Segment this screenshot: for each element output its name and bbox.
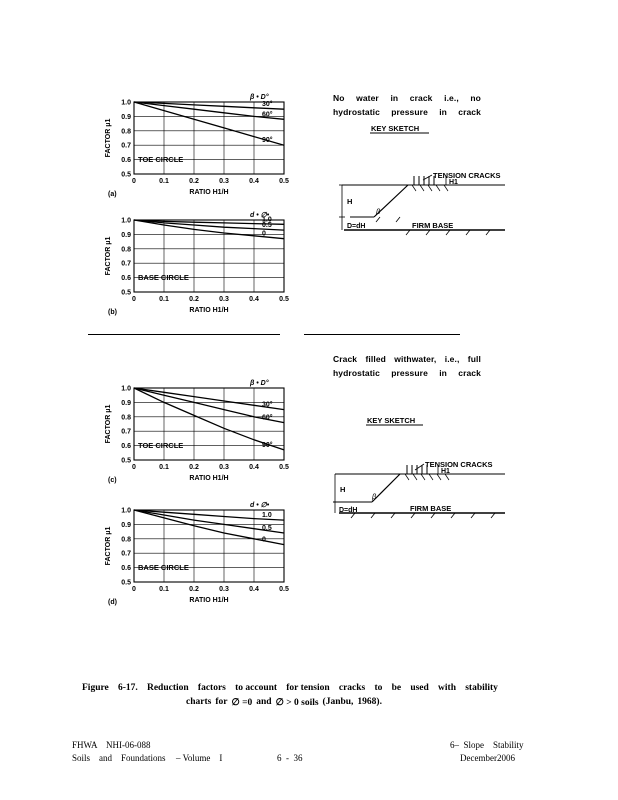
x-tick-label: 0.1 — [159, 586, 169, 593]
separator-rule — [304, 334, 460, 335]
series-label: 60° — [262, 414, 273, 422]
x-axis-label: RATIO H1/H — [189, 597, 229, 604]
note-word: No — [333, 93, 345, 103]
panel-label: (b) — [108, 309, 117, 316]
curve-type-label: BASE CIRCLE — [138, 563, 189, 572]
x-tick-label: 0.4 — [249, 586, 259, 593]
y-tick-label: 0.5 — [121, 289, 131, 297]
caption-word: stability — [465, 683, 498, 693]
series-label: 60° — [262, 111, 273, 119]
x-tick-label: 0.3 — [219, 464, 229, 471]
y-tick-label: 0.6 — [121, 565, 131, 573]
caption-word: factors — [197, 683, 226, 693]
note-word: pressure — [391, 107, 428, 117]
legend-title: d • ∅• — [250, 212, 270, 219]
panel-label: (d) — [108, 599, 117, 606]
caption-word: and — [256, 697, 272, 707]
chart-c — [100, 376, 300, 491]
y-tick-label: 0.5 — [121, 171, 131, 179]
y-tick-label: 0.5 — [121, 579, 131, 587]
panel-label: (a) — [108, 191, 117, 198]
figure-caption-line2 — [186, 697, 382, 708]
firm-base-label: FIRM BASE — [412, 221, 454, 230]
firm-base-label: FIRM BASE — [410, 504, 452, 513]
y-tick-label: 0.7 — [121, 428, 131, 436]
x-tick-label: 0.5 — [279, 464, 289, 471]
y-tick-label: 1.0 — [121, 217, 131, 225]
caption-word: used — [410, 683, 429, 693]
y-tick-label: 0.8 — [121, 128, 131, 136]
chart-a — [100, 90, 300, 205]
figure-caption-line1 — [82, 683, 498, 693]
note-no-water — [333, 91, 481, 119]
y-tick-label: 0.7 — [121, 142, 131, 150]
beta-label: β — [372, 492, 377, 501]
caption-word: to — [374, 683, 383, 693]
note-word: crack — [458, 368, 481, 378]
chart-b — [100, 208, 300, 323]
curve-type-label: TOE CIRCLE — [138, 155, 184, 164]
key-sketch-title: KEY SKETCH — [371, 124, 420, 133]
x-tick-label: 0.2 — [189, 586, 199, 593]
panel-label: (c) — [108, 477, 117, 484]
y-tick-label: 0.8 — [121, 536, 131, 544]
series-label: 1.0 — [262, 216, 272, 224]
caption-word: Figure — [82, 683, 109, 693]
caption-word: to account — [235, 683, 278, 693]
x-axis-label: RATIO H1/H — [189, 475, 229, 482]
h-label: H — [340, 485, 346, 494]
caption-word: for tension — [286, 683, 330, 693]
d-dh-label: D=dH — [339, 507, 358, 514]
x-axis-label: RATIO H1/H — [189, 189, 229, 196]
beta-label: β — [376, 207, 381, 216]
series-label: 0 — [262, 536, 266, 544]
caption-word: for — [215, 697, 228, 707]
note-word: in — [439, 107, 447, 117]
legend-title: d • ∅• — [250, 502, 270, 509]
y-tick-label: 1.0 — [121, 507, 131, 515]
caption-word: (Janbu, — [322, 697, 354, 707]
series-label: 30° — [262, 101, 273, 109]
legend-title: β • D° — [250, 380, 269, 387]
series-label: 1.0 — [262, 512, 272, 520]
legend-title: β • D° — [250, 94, 269, 101]
y-tick-label: 0.7 — [121, 260, 131, 268]
note-word: water — [356, 93, 379, 103]
x-tick-label: 0.3 — [219, 586, 229, 593]
note-word: hydrostatic — [333, 368, 380, 378]
note-word: i.e., — [444, 354, 460, 364]
note-word: in — [390, 93, 399, 103]
note-full-water — [333, 352, 481, 380]
x-tick-label: 0.3 — [219, 296, 229, 303]
note-word: full — [467, 354, 481, 364]
y-tick-label: 1.0 — [121, 99, 131, 107]
curve-type-label: TOE CIRCLE — [138, 441, 184, 450]
key-sketch-2 — [325, 410, 515, 525]
x-axis-label: RATIO H1/H — [189, 307, 229, 314]
y-tick-label: 0.8 — [121, 414, 131, 422]
x-tick-label: 0.2 — [189, 464, 199, 471]
footer-report-number: FHWA NHI-06-088 — [72, 740, 151, 750]
note-word: filled — [365, 354, 386, 364]
y-tick-label: 0.9 — [121, 231, 131, 239]
y-tick-label: 0.6 — [121, 157, 131, 165]
note-word: i.e., — [444, 93, 459, 103]
tension-cracks-label: TENSION CRACKS — [425, 460, 493, 469]
series-label: 0 — [262, 230, 266, 238]
key-sketch-title: KEY SKETCH — [367, 416, 416, 425]
separator-rule — [88, 334, 280, 335]
note-word: crack — [458, 107, 481, 117]
note-word: withwater, — [394, 354, 437, 364]
x-tick-label: 0.1 — [159, 464, 169, 471]
x-tick-label: 0.2 — [189, 296, 199, 303]
x-tick-label: 0 — [132, 586, 136, 593]
caption-word: Reduction — [146, 683, 189, 693]
note-word: no — [470, 93, 481, 103]
x-tick-label: 0.1 — [159, 296, 169, 303]
tension-cracks-label: TENSION CRACKS — [433, 171, 501, 180]
y-tick-label: 0.9 — [121, 113, 131, 121]
series-label: 30° — [262, 401, 273, 409]
footer-chapter: 6– Slope Stability — [450, 740, 524, 750]
note-word: in — [439, 368, 447, 378]
note-word: pressure — [391, 368, 428, 378]
d-dh-label: D=dH — [347, 223, 366, 230]
x-tick-label: 0.5 — [279, 586, 289, 593]
y-tick-label: 0.5 — [121, 457, 131, 465]
note-word: Crack — [333, 354, 358, 364]
x-tick-label: 0.2 — [189, 178, 199, 185]
x-tick-label: 0.3 — [219, 178, 229, 185]
footer-date: December2006 — [460, 753, 515, 763]
series-label: 0.5 — [262, 525, 272, 533]
x-tick-label: 0.5 — [279, 178, 289, 185]
x-tick-label: 0.4 — [249, 464, 259, 471]
footer-title: Soils and Foundations — [72, 753, 166, 763]
h-label: H — [347, 197, 353, 206]
series-label: 90° — [262, 441, 273, 449]
y-tick-label: 0.9 — [121, 521, 131, 529]
key-sketch-1 — [330, 118, 520, 240]
caption-word: 6-17. — [117, 683, 138, 693]
note-word: crack — [409, 93, 433, 103]
y-axis-label: FACTOR μ1 — [105, 404, 112, 444]
x-tick-label: 0 — [132, 178, 136, 185]
y-tick-label: 0.8 — [121, 246, 131, 254]
footer-volume: – Volume I — [176, 753, 223, 763]
caption-word: ∅ =0 — [231, 698, 253, 708]
note-word: hydrostatic — [333, 107, 380, 117]
x-tick-label: 0 — [132, 464, 136, 471]
caption-word: with — [438, 683, 456, 693]
x-tick-label: 0.4 — [249, 296, 259, 303]
x-tick-label: 0.4 — [249, 178, 259, 185]
h1-label: H1 — [449, 179, 458, 186]
x-tick-label: 0.5 — [279, 296, 289, 303]
x-tick-label: 0.1 — [159, 178, 169, 185]
curve-type-label: BASE CIRCLE — [138, 273, 189, 282]
y-tick-label: 0.9 — [121, 399, 131, 407]
series-label: 0.5 — [262, 222, 272, 230]
y-tick-label: 1.0 — [121, 385, 131, 393]
y-tick-label: 0.7 — [121, 550, 131, 558]
series-label: 90° — [262, 137, 273, 145]
caption-word: be — [391, 683, 402, 693]
x-tick-label: 0 — [132, 296, 136, 303]
y-tick-label: 0.6 — [121, 275, 131, 283]
y-axis-label: FACTOR μ1 — [105, 236, 112, 276]
y-axis-label: FACTOR μ1 — [105, 526, 112, 566]
footer-page-number: 6 - 36 — [277, 753, 303, 763]
caption-word: 1968). — [357, 697, 382, 707]
caption-word: cracks — [338, 683, 366, 693]
y-axis-label: FACTOR μ1 — [105, 118, 112, 158]
y-tick-label: 0.6 — [121, 443, 131, 451]
chart-d — [100, 498, 300, 613]
h1-label: H1 — [441, 468, 450, 475]
caption-word: charts — [186, 697, 212, 707]
caption-word: ∅ > 0 soils — [275, 698, 319, 708]
